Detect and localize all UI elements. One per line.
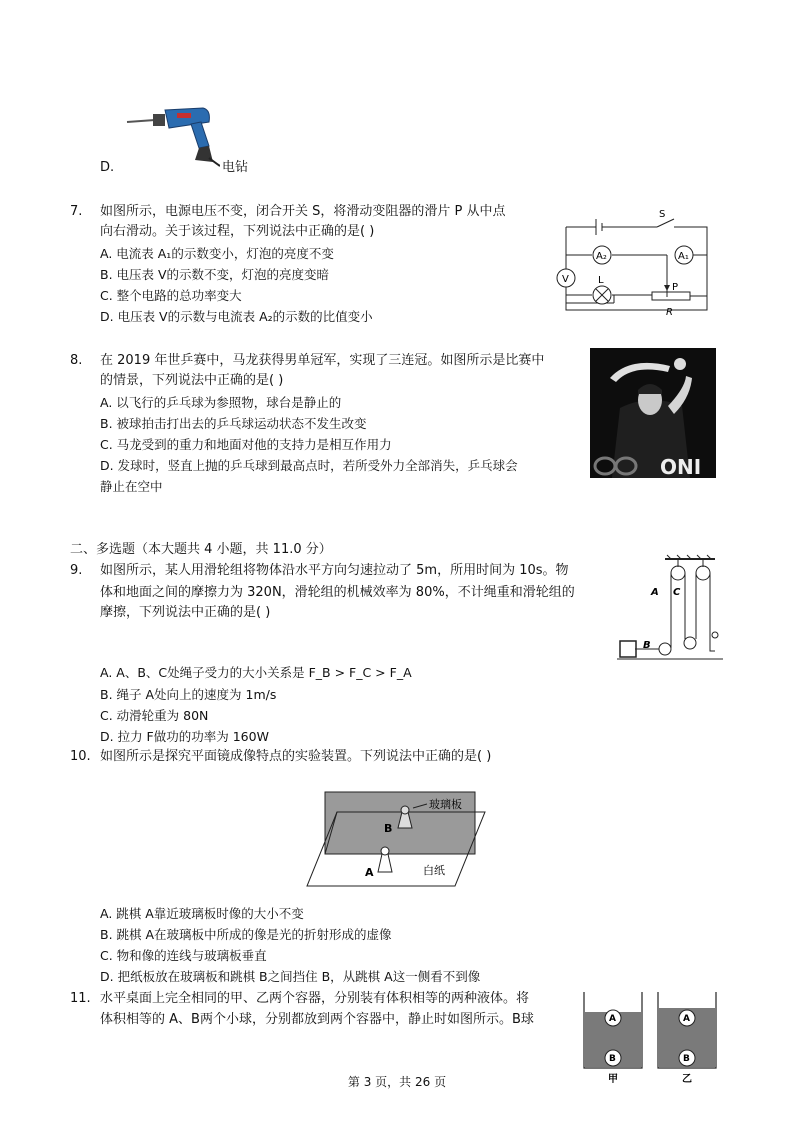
page-footer: 第 3 页，共 26 页 xyxy=(347,1075,447,1089)
svg-text:B: B xyxy=(683,1054,690,1064)
table-tennis-photo xyxy=(590,348,716,478)
q7-option-a: A. 电流表 A₁的示数变小，灯泡的亮度不变 xyxy=(100,246,334,261)
q8-stem-line1: 在 2019 年世乒赛中，马龙获得男单冠军，实现了三连冠。如图所示是比赛中 xyxy=(100,353,545,368)
drill-figure xyxy=(125,100,220,170)
q9-option-c: C. 动滑轮重为 80N xyxy=(100,708,209,723)
svg-text:P: P xyxy=(672,282,679,293)
svg-text:R: R xyxy=(666,307,673,318)
q8-option-d-cont: 静止在空中 xyxy=(100,479,163,494)
q9-stem-line1: 如图所示，某人用滑轮组将物体沿水平方向匀速拉动了 5m，所用时间为 10s。物 xyxy=(100,563,569,578)
q9-stem-line3: 摩擦，下列说法中正确的是( ) xyxy=(100,605,271,620)
svg-text:A: A xyxy=(683,1014,690,1024)
q7-circuit-diagram xyxy=(552,205,722,325)
q7-number: 7. xyxy=(70,204,83,219)
q7-stem-line2: 向右滑动。关于该过程，下列说法中正确的是( ) xyxy=(100,224,375,239)
svg-text:ONI: ONI xyxy=(660,455,702,478)
q8-option-a: A. 以飞行的乒乓球为参照物，球台是静止的 xyxy=(100,395,342,410)
q11-number: 11. xyxy=(70,991,91,1006)
q9-option-b: B. 绳子 A处向上的速度为 1m/s xyxy=(100,687,277,702)
q8-option-d: D. 发球时，竖直上抛的乒乓球到最高点时，若所受外力全部消失，乒乓球会 xyxy=(100,458,518,473)
svg-text:B: B xyxy=(384,822,393,835)
svg-text:甲: 甲 xyxy=(608,1074,618,1085)
q8-number: 8. xyxy=(70,353,83,368)
q10-option-c: C. 物和像的连线与玻璃板垂直 xyxy=(100,948,267,963)
svg-text:B: B xyxy=(643,640,651,651)
option-d-label: 电钻 xyxy=(222,160,249,175)
svg-text:L: L xyxy=(598,275,604,286)
q10-option-d: D. 把纸板放在玻璃板和跳棋 B之间挡住 B，从跳棋 A这一侧看不到像 xyxy=(100,969,481,984)
svg-text:玻璃板: 玻璃板 xyxy=(429,798,462,811)
q9-option-a: A. A、B、C处绳子受力的大小关系是 F_B > F_C > F_A xyxy=(100,665,412,680)
svg-text:A₁: A₁ xyxy=(678,251,689,262)
svg-text:B: B xyxy=(609,1054,616,1064)
svg-text:C: C xyxy=(673,587,681,598)
q9-stem-line2: 体和地面之间的摩擦力为 320N，滑轮组的机械效率为 80%，不计绳重和滑轮组的 xyxy=(100,585,575,600)
q7-option-c: C. 整个电路的总功率变大 xyxy=(100,288,242,303)
q8-stem-line2: 的情景，下列说法中正确的是( ) xyxy=(100,373,284,388)
svg-text:A₂: A₂ xyxy=(596,251,607,262)
q8-option-c: C. 马龙受到的重力和地面对他的支持力是相互作用力 xyxy=(100,437,392,452)
svg-text:S: S xyxy=(659,209,666,220)
svg-text:V: V xyxy=(562,274,569,285)
q9-option-d: D. 拉力 F做功的功率为 160W xyxy=(100,729,269,744)
svg-text:白纸: 白纸 xyxy=(423,864,445,877)
option-d-letter: D. xyxy=(100,160,115,175)
q9-pulley-diagram xyxy=(615,553,725,663)
q10-option-a: A. 跳棋 A靠近玻璃板时像的大小不变 xyxy=(100,906,304,921)
svg-text:A: A xyxy=(609,1014,616,1024)
section2-title: 二、多选题（本大题共 4 小题，共 11.0 分） xyxy=(70,542,332,557)
svg-text:A: A xyxy=(365,866,374,879)
q10-number: 10. xyxy=(70,749,91,764)
q11-containers-diagram xyxy=(578,990,723,1085)
q11-stem-line2: 体积相等的 A、B两个小球，分别都放到两个容器中，静止时如图所示。B球 xyxy=(100,1012,534,1027)
q8-option-b: B. 被球拍击打出去的乒乓球运动状态不发生改变 xyxy=(100,416,367,431)
q9-number: 9. xyxy=(70,563,83,578)
q10-stem: 如图所示是探究平面镜成像特点的实验装置。下列说法中正确的是( ) xyxy=(100,749,492,764)
q10-option-b: B. 跳棋 A在玻璃板中所成的像是光的折射形成的虚像 xyxy=(100,927,392,942)
q7-option-d: D. 电压表 V的示数与电流表 A₂的示数的比值变小 xyxy=(100,309,373,324)
q10-mirror-diagram xyxy=(305,788,495,890)
q11-stem-line1: 水平桌面上完全相同的甲、乙两个容器，分别装有体积相等的两种液体。将 xyxy=(100,991,530,1006)
svg-text:乙: 乙 xyxy=(682,1074,692,1085)
q7-option-b: B. 电压表 V的示数不变，灯泡的亮度变暗 xyxy=(100,267,330,282)
svg-text:A: A xyxy=(651,587,659,598)
q7-stem-line1: 如图所示，电源电压不变，闭合开关 S，将滑动变阻器的滑片 P 从中点 xyxy=(100,204,506,219)
